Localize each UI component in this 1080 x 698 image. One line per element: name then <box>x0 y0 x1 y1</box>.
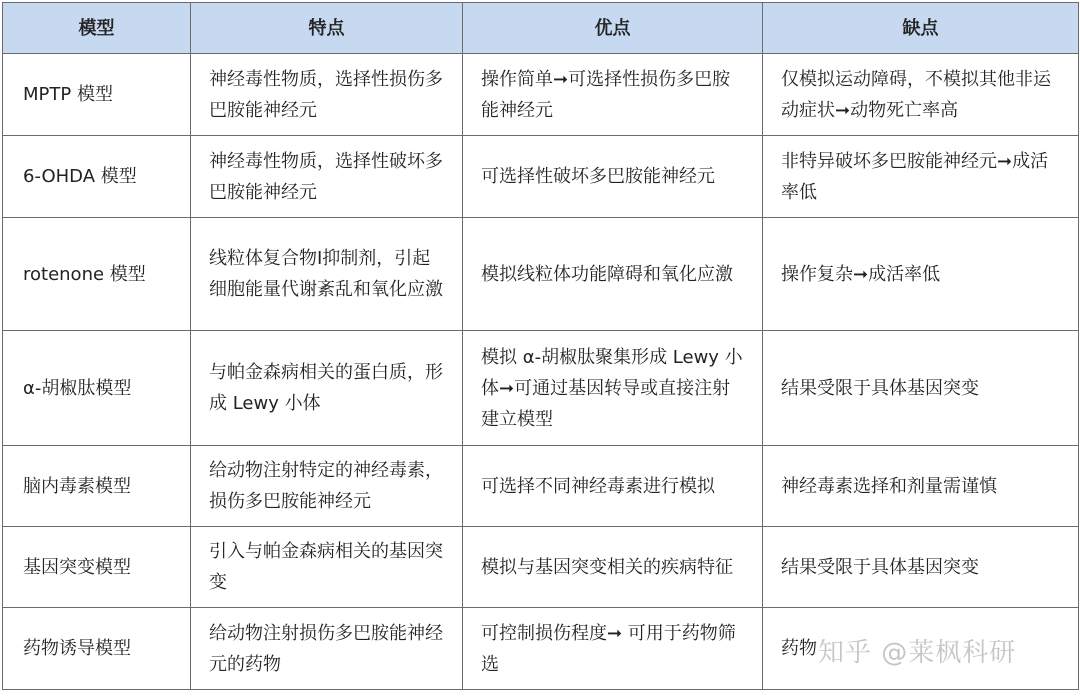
cell-model: rotenone 模型 <box>3 218 191 331</box>
cell-cons: 仅模拟运动障碍，不模拟其他非运动症状➞动物死亡率高 <box>763 54 1079 136</box>
cell-cons: 结果受限于具体基因突变 <box>763 527 1079 608</box>
cell-cons: 非特异破坏多巴胺能神经元➞成活率低 <box>763 136 1079 218</box>
cell-pros: 操作简单➞可选择性损伤多巴胺能神经元 <box>463 54 763 136</box>
cell-pros: 可选择性破坏多巴胺能神经元 <box>463 136 763 218</box>
cell-pros: 模拟 α-胡椒肽聚集形成 Lewy 小体➞可通过基因转导或直接注射建立模型 <box>463 331 763 446</box>
cell-features: 给动物注射特定的神经毒素，损伤多巴胺能神经元 <box>191 446 463 527</box>
cell-features: 线粒体复合物Ⅰ抑制剂，引起细胞能量代谢紊乱和氧化应激 <box>191 218 463 331</box>
cell-model: 6-OHDA 模型 <box>3 136 191 218</box>
table-row <box>3 136 1079 218</box>
table-row <box>3 54 1079 136</box>
model-comparison-table <box>2 2 1079 690</box>
cell-model: α-胡椒肽模型 <box>3 331 191 446</box>
cell-cons: 操作复杂➞成活率低 <box>763 218 1079 331</box>
table-row <box>3 218 1079 331</box>
cell-features: 给动物注射损伤多巴胺能神经元的药物 <box>191 608 463 690</box>
header-pros: 优点 <box>463 3 763 54</box>
cell-features: 神经毒性物质，选择性破坏多巴胺能神经元 <box>191 136 463 218</box>
cell-features: 引入与帕金森病相关的基因突变 <box>191 527 463 608</box>
cell-model: 药物诱导模型 <box>3 608 191 690</box>
header-cons: 缺点 <box>763 3 1079 54</box>
cell-pros: 可控制损伤程度➞ 可用于药物筛选 <box>463 608 763 690</box>
cell-features: 与帕金森病相关的蛋白质，形成 Lewy 小体 <box>191 331 463 446</box>
cell-pros: 模拟线粒体功能障碍和氧化应激 <box>463 218 763 331</box>
cell-pros: 模拟与基因突变相关的疾病特征 <box>463 527 763 608</box>
cell-model: 基因突变模型 <box>3 527 191 608</box>
cell-cons: 药物 <box>763 608 1079 690</box>
header-row <box>3 3 1079 54</box>
table-row <box>3 331 1079 446</box>
cell-cons: 结果受限于具体基因突变 <box>763 331 1079 446</box>
cell-cons: 神经毒素选择和剂量需谨慎 <box>763 446 1079 527</box>
table-row <box>3 608 1079 690</box>
header-features: 特点 <box>191 3 463 54</box>
table-row <box>3 446 1079 527</box>
header-model: 模型 <box>3 3 191 54</box>
cell-model: 脑内毒素模型 <box>3 446 191 527</box>
watermark: 知乎 @莱枫科研 <box>818 638 1017 668</box>
cell-features: 神经毒性物质，选择性损伤多巴胺能神经元 <box>191 54 463 136</box>
cell-model: MPTP 模型 <box>3 54 191 136</box>
cell-pros: 可选择不同神经毒素进行模拟 <box>463 446 763 527</box>
table-row <box>3 527 1079 608</box>
